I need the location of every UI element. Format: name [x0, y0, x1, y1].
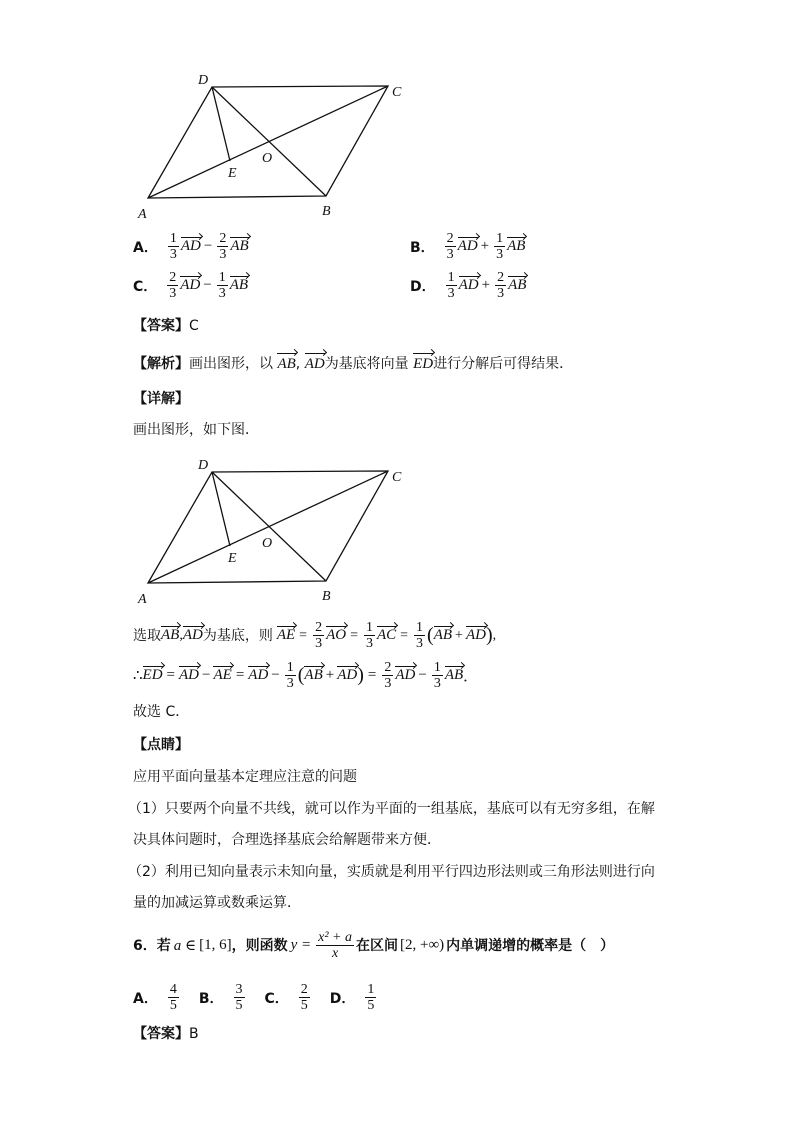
solution-step-2: ∴ ED = AD − AE = AD − $\frac{1}{3}$ ( AB + AD ) = $\frac{2}{3}$ AD − $\frac{1}{3}$ AB ．	[133, 660, 479, 691]
point-label-a: A	[138, 592, 147, 607]
option-a[interactable]: A． $\frac{1}{3}$ AD − $\frac{2}{3}$ AB	[133, 231, 249, 262]
q6-option-b[interactable]: B． $\frac{3}{5}$	[198, 982, 243, 1013]
conclusion-line: 故选 C．	[133, 704, 190, 720]
parallelogram-figure-2	[130, 455, 410, 615]
analysis-line: 【解析】画出图形，以 AB, AD为基底将向量 ED进行分解后可得结果．	[133, 356, 574, 372]
comment-p1a: （1）只要两个向量不共线，就可以作为平面的一组基底，基底可以有无穷多组，在解	[128, 801, 655, 817]
q6-option-a[interactable]: A． $\frac{4}{5}$	[133, 982, 177, 1013]
solution-step-1: 选取 AB , AD 为基底，则 AE = $\frac{2}{3}$ AO = $\frac{1}{3}$ AC = $\frac{1}{3}$ ( AB + AD ) ,	[133, 620, 497, 651]
point-label-e: E	[228, 551, 237, 566]
segment-de	[212, 87, 230, 161]
detail-heading: 【详解】	[133, 391, 189, 407]
parallelogram-figure-1	[130, 70, 410, 230]
point-label-o: O	[262, 151, 273, 166]
coef-frac: $\frac{1}{3}$	[169, 231, 177, 262]
segment-de	[212, 472, 230, 546]
comment-heading: 【点睛】	[133, 737, 189, 753]
q6-answer-line: 【答案】B	[133, 1026, 199, 1042]
point-label-c: C	[392, 85, 402, 100]
point-label-o: O	[262, 536, 273, 551]
q6-options	[133, 982, 378, 1013]
comment-title: 应用平面向量基本定理应注意的问题	[133, 769, 357, 785]
point-label-b: B	[322, 589, 331, 604]
point-label-c: C	[392, 470, 402, 485]
comment-p1b: 决具体问题时，合理选择基底会给解题带来方便．	[133, 832, 441, 848]
point-label-d: D	[198, 73, 209, 88]
q6-option-c[interactable]: C． $\frac{2}{5}$	[264, 982, 308, 1013]
option-b[interactable]: B． $\frac{2}{3}$ AD + $\frac{1}{3}$ AB	[410, 231, 526, 262]
comment-p2a: （2）利用已知向量表示未知向量，实质就是利用平行四边形法则或三角形法则进行向	[128, 864, 655, 880]
point-label-e: E	[228, 166, 237, 181]
comment-p2b: 量的加减运算或数乘运算．	[133, 895, 301, 911]
option-c[interactable]: C． $\frac{2}{3}$ AD − $\frac{1}{3}$ AB	[133, 270, 249, 301]
question-6: 6．若 a ∈ [1, 6] ，则函数 y = $\frac{\text{x² + a}}{x}$ 在区间 [2, +∞) 内单调递增的概率是（ ）	[133, 930, 615, 961]
diagonal-ac	[148, 471, 388, 583]
q6-option-d[interactable]: D． $\frac{1}{5}$	[329, 982, 375, 1013]
point-label-a: A	[138, 207, 147, 222]
point-label-d: D	[198, 458, 209, 473]
point-label-b: B	[322, 204, 331, 219]
detail-line1: 画出图形，如下图．	[133, 422, 259, 438]
option-d[interactable]: D． $\frac{1}{3}$ AD + $\frac{2}{3}$ AB	[410, 270, 527, 301]
diagonal-ac	[148, 86, 388, 198]
answer-line: 【答案】C	[133, 318, 199, 334]
